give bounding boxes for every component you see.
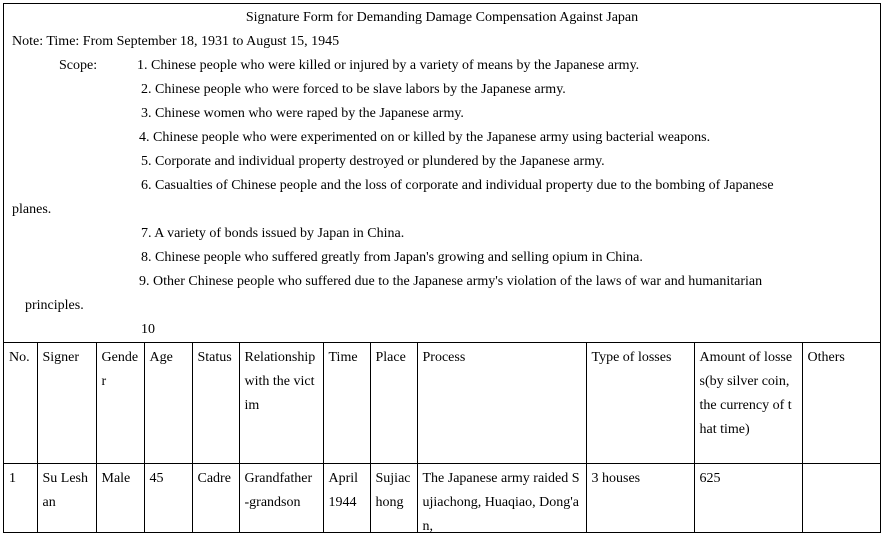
scope-item: 2. Chinese people who were forced to be slave labors by the Japanese army. xyxy=(141,82,566,97)
scope-label: Scope: xyxy=(59,58,98,73)
scope-item-continuation: planes. xyxy=(12,202,52,217)
form-title: Signature Form for Demanding Damage Compensation Against Japan xyxy=(245,10,639,25)
scope-item: 7. A variety of bonds issued by Japan in China. xyxy=(141,226,405,241)
scope-item: 9. Other Chinese people who suffered due to the Japanese army's violation of the laws of war and humanitarian xyxy=(139,274,763,289)
cell-type-of-losses: 3 houses xyxy=(586,464,694,534)
header-time: Time xyxy=(323,343,370,464)
scope-item: 5. Corporate and individual property destroyed or plundered by the Japanese army. xyxy=(141,154,605,169)
scope-item-continuation: principles. xyxy=(25,298,84,313)
header-place: Place xyxy=(370,343,417,464)
header-amount-of-losses: Amount of losses(by silver coin, the currency of that time) xyxy=(694,343,802,464)
form-header xyxy=(4,4,880,342)
cell-amount-of-losses: 625 xyxy=(694,464,802,534)
cell-relationship: Grandfather -grandson xyxy=(239,464,323,534)
header-type-of-losses: Type of losses xyxy=(586,343,694,464)
cell-time: April 1944 xyxy=(323,464,370,534)
cell-signer: Su Leshan xyxy=(37,464,96,534)
table-row xyxy=(4,464,880,534)
cell-status: Cadre xyxy=(192,464,239,534)
scope-item: 8. Chinese people who suffered greatly from Japan's growing and selling opium in China. xyxy=(141,250,643,265)
header-no: No. xyxy=(4,343,37,464)
scope-item: 4. Chinese people who were experimented on or killed by the Japanese army using bacterial weapons. xyxy=(139,130,711,145)
scope-item: 10 xyxy=(141,322,155,337)
cell-age: 45 xyxy=(144,464,192,534)
header-gender: Gender xyxy=(96,343,144,464)
cell-no: 1 xyxy=(4,464,37,534)
header-process: Process xyxy=(417,343,586,464)
time-note: Note: Time: From September 18, 1931 to August 15, 1945 xyxy=(12,34,340,49)
header-status: Status xyxy=(192,343,239,464)
header-relationship: Relationship with the victim xyxy=(239,343,323,464)
signature-form xyxy=(3,3,881,533)
table-header-row xyxy=(4,343,880,464)
header-signer: Signer xyxy=(37,343,96,464)
header-others: Others xyxy=(802,343,880,464)
scope-item: 6. Casualties of Chinese people and the loss of corporate and individual property due to the bombing of Japanese xyxy=(141,178,774,193)
cell-others xyxy=(802,464,880,534)
scope-item: 3. Chinese women who were raped by the Japanese army. xyxy=(141,106,464,121)
compensation-table xyxy=(4,342,880,533)
cell-process: The Japanese army raided Sujiachong, Huaqiao, Dong'an, xyxy=(417,464,586,534)
cell-gender: Male xyxy=(96,464,144,534)
scope-item: 1. Chinese people who were killed or injured by a variety of means by the Japanese army. xyxy=(137,58,640,73)
cell-place: Sujiachong xyxy=(370,464,417,534)
header-age: Age xyxy=(144,343,192,464)
